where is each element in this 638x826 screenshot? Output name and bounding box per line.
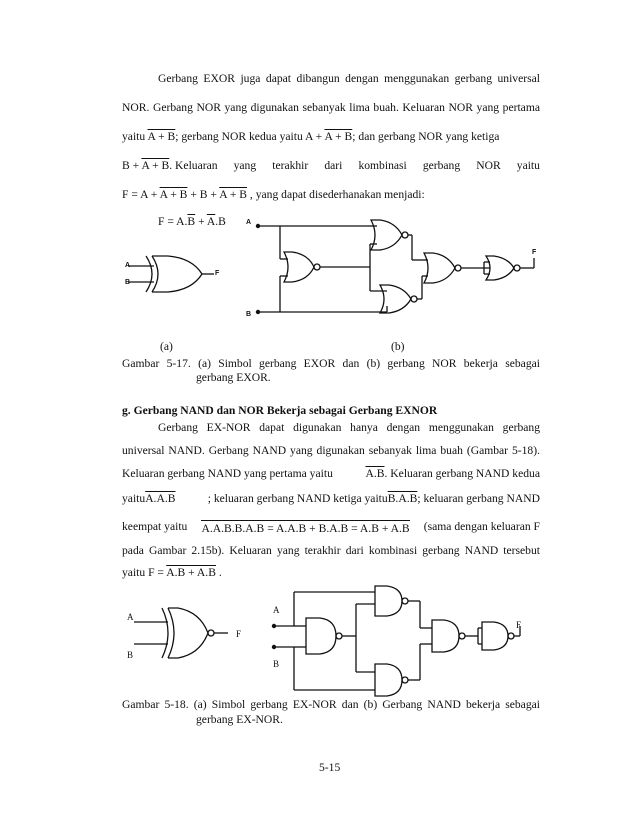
nor-b-label: B [246,311,252,318]
fig18-caption-line2: gerbang EX-NOR. [196,713,283,726]
section-line1: Gerbang EX-NOR dapat digunakan hanya dengan menggunakan gerbang [158,421,540,434]
para1-line5: F = A + A + B + B + A + B , yang dapat disederhanakan menjadi: [122,188,425,201]
section-line7: yaitu F = A.B + A.B . [122,566,222,579]
nor-f-label: F [532,249,537,256]
exnor-b-label: B [127,650,134,660]
nor-circuit [252,214,552,324]
para1-line6: $F = A.\overline{B} + \overline{A}.B$ [158,215,226,228]
para1-line4: B + A + B. Keluaran yang terakhir dari kombinasi gerbang NOR yaitu [122,159,540,172]
nand-f-label: F [516,620,522,630]
exnor-f-label: F [236,629,242,639]
para1-line1: Gerbang EXOR juga dapat dibangun dengan menggunakan gerbang universal [158,72,540,85]
nand-a-label: A [273,605,280,615]
page-number: 5-15 [319,761,341,774]
exor-symbol [120,248,240,308]
exor-b-label: B [125,279,131,286]
exor-f-label: F [215,270,220,277]
fig17-sub-a: (a) [160,340,173,353]
fig18-caption-line1: Gambar 5-18. (a) Simbol gerbang EX-NOR dan (b) Gerbang NAND bekerja sebagai [122,698,540,711]
section-line5: keempat yaitu A.A.B.B.A.B = A.A.B + B.A.B = A.B + A.B (sama dengan keluaran F [122,520,540,535]
para1-line2: NOR. Gerbang NOR yang digunakan sebanyak lima buah. Keluaran NOR yang pertama [122,101,540,114]
section-line4: yaituA.A.B ; keluaran gerbang NAND ketiga yaituB.A.B; keluaran gerbang NAND [122,492,540,505]
section-line2: universal NAND. Gerbang NAND yang digunakan sebanyak lima buah (Gambar 5-18). [122,444,540,457]
fig17-caption-line1: Gambar 5-17. (a) Simbol gerbang EXOR dan (b) gerbang NOR bekerja sebagai [122,357,540,370]
section-line6: pada Gambar 2.15b). Keluaran yang terakhir dari kombinasi gerbang NAND tersebut [122,544,540,557]
exor-a-label: A [125,262,131,269]
nor-a-label: A [246,219,252,226]
para1-line3: yaitu A + B; gerbang NOR kedua yaitu A + A + B; dan gerbang NOR yang ketiga [122,130,500,143]
section-line3: Keluaran gerbang NAND yang pertama yaitu A.B. Keluaran gerbang NAND kedua [122,467,540,480]
nand-circuit [270,584,530,699]
fig17-sub-b: (b) [391,340,405,353]
section-heading: g. Gerbang NAND dan NOR Bekerja sebagai Gerbang EXNOR [122,404,438,417]
exnor-a-label: A [127,612,134,622]
nand-b-label: B [273,659,280,669]
fig17-caption-line2: gerbang EXOR. [196,371,271,384]
